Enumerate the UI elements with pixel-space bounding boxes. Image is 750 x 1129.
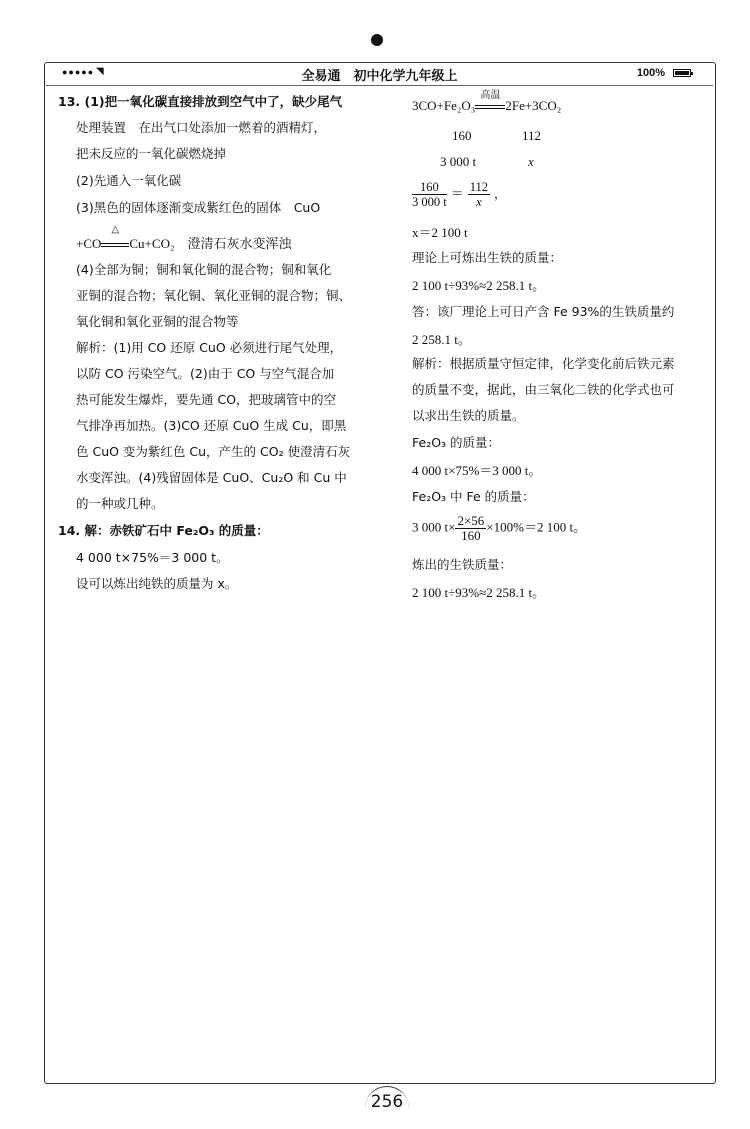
high-temp-arrow	[475, 90, 505, 114]
eq-reactants: 3CO+Fe₂O₃	[412, 98, 476, 113]
fraction-1: $\frac{160}{3 000 t}$	[412, 180, 447, 209]
q14-line-3: 设可以炼出纯铁的质量为 x。	[76, 576, 238, 591]
answer-line-1: 答：该厂理论上可日产含 Fe 93%的生铁质量约	[412, 304, 675, 319]
right-line-1: 理论上可炼出生铁的质量：	[412, 250, 563, 265]
answer-line-2: 2 258.1 t。	[412, 332, 471, 347]
q13-line-2: 处理装置 在出气口处添加一燃着的酒精灯，	[76, 120, 327, 135]
eq-product: Cu+CO₂ 澄清石灰水变浑浊	[129, 236, 292, 251]
right-line-2: 2 100 t÷93%≈2 258.1 t。	[412, 278, 546, 293]
reaction-equation	[412, 90, 562, 114]
analysis-line-2: 以防 CO 污染空气。(2)由于 CO 与空气混合加	[76, 366, 335, 381]
molar-mass-1: 160	[452, 128, 472, 143]
heat-arrow	[101, 224, 129, 252]
q13-line-3: 把未反应的一氧化碳燃烧掉	[76, 146, 227, 161]
q13-line-1: 13. (1)把一氧化碳直接排放到空气中了，缺少尾气	[58, 94, 343, 109]
analysis-line-6: 水变浑浊。(4)残留固体是 CuO、Cu₂O 和 Cu 中	[76, 470, 347, 485]
fraction-fe: $\frac{2\times 56}{160}$	[457, 513, 485, 543]
battery-percent: 100%	[636, 67, 665, 79]
fraction-2: $\frac{112}{x}$	[469, 180, 489, 209]
high-temp-label: 高温	[480, 90, 501, 101]
analysis-line-5: 色 CuO 变为紫红色 Cu，产生的 CO₂ 使澄清石灰	[76, 444, 351, 459]
q13-part-4-line-2: 亚铜的混合物；氧化铜、氧化亚铜的混合物；铜、	[76, 288, 352, 303]
page-number: 256	[365, 1086, 409, 1117]
q13-part-4-line-3: 氧化铜和氧化亚铜的混合物等	[76, 314, 239, 329]
eq-reactant: +CO	[76, 236, 102, 251]
right-line-calc-3: 2 100 t÷93%≈2 258.1 t。	[412, 585, 546, 600]
q14-line-2: 4 000 t×75%＝3 000 t。	[76, 550, 229, 565]
right-analysis-3: 以求出生铁的质量。	[412, 408, 525, 423]
signal-icon: ●●●●●	[62, 67, 95, 77]
right-line-fe2o3-mass: Fe₂O₃ 的质量：	[412, 435, 501, 450]
analysis-line-1: 解析：(1)用 CO 还原 CuO 必须进行尾气处理，	[76, 340, 343, 355]
q14-line-1: 14. 解：赤铁矿石中 Fe₂O₃ 的质量：	[58, 523, 269, 538]
right-line-calc-1: 4 000 t×75%＝3 000 t。	[412, 463, 542, 478]
q13-part-2: (2)先通入一氧化碳	[76, 173, 182, 188]
wifi-icon: ◥	[96, 66, 104, 77]
page-title: 全易通 初中化学九年级上	[301, 69, 458, 84]
x-result: x＝2 100 t	[412, 225, 468, 240]
q13-part-4-line-1: (4)全部为铜；铜和氧化铜的混合物；铜和氧化	[76, 262, 332, 277]
right-analysis-2: 的质量不变，据此，由三氧化二铁的化学式也可	[412, 382, 675, 397]
right-line-fe-mass: Fe₂O₃ 中 Fe 的质量：	[412, 489, 535, 504]
right-line-calc-2: 3 000 t× $\frac{2\times 56}{160}$ ×100%＝2 100 t。	[412, 513, 587, 543]
right-line-iron-mass: 炼出的生铁质量：	[412, 557, 513, 572]
analysis-line-4: 气排净再加热。(3)CO 还原 CuO 生成 Cu，即黑	[76, 418, 347, 433]
proportion: $\frac{160}{3 000 t}$ ＝ $\frac{112}{x}$ ，	[412, 180, 507, 209]
analysis-line-3: 热可能发生爆炸，要先通 CO，把玻璃管中的空	[76, 392, 337, 407]
right-analysis-1: 解析：根据质量守恒定律，化学变化前后铁元素	[412, 356, 675, 371]
status-bar	[46, 63, 713, 86]
given-mass: 3 000 t	[440, 154, 477, 169]
q13-part-3: (3)黑色的固体逐渐变成紫红色的固体 CuO	[76, 200, 321, 215]
molar-mass-2: 112	[522, 128, 542, 143]
q13-equation	[76, 224, 292, 252]
eq-products: 2Fe+3CO₂	[505, 98, 562, 113]
battery-icon	[673, 69, 691, 77]
camera-dot	[371, 34, 383, 46]
analysis-line-7: 的一种或几种。	[76, 496, 164, 511]
heat-symbol: △	[111, 224, 120, 235]
unknown-x: x	[528, 154, 534, 169]
